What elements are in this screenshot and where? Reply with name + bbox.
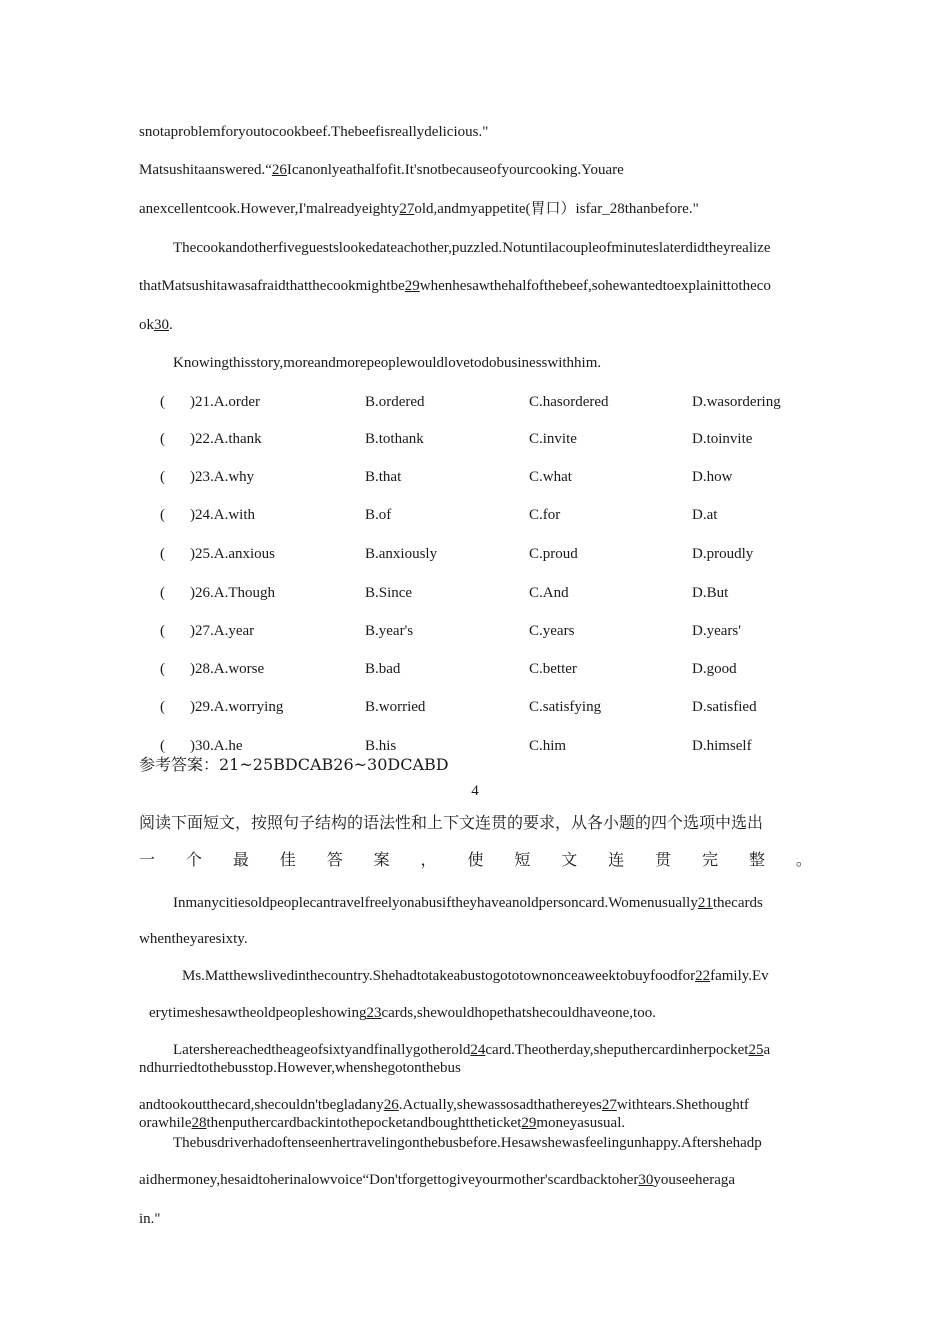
- option-d: D.satisfied: [692, 699, 757, 715]
- text-segment: family.Ev: [710, 968, 769, 984]
- option-c: C.invite: [529, 431, 577, 447]
- option-a: )25.A.anxious: [190, 546, 275, 562]
- option-d: D.wasordering: [692, 394, 781, 410]
- passage2-line-10: [139, 1170, 812, 1190]
- option-c: C.years: [529, 623, 575, 639]
- text-segment: thecards: [712, 895, 763, 911]
- answer-paren: (: [160, 469, 165, 485]
- blank-25: 25: [748, 1042, 764, 1058]
- passage2-line-11: in.": [139, 1211, 161, 1227]
- passage2-line-7: [139, 1095, 812, 1115]
- option-d: D.But: [692, 585, 729, 601]
- passage1-line-7: Knowingthisstory,moreandmorepeoplewouldlovetodobusinesswithhim.: [173, 355, 602, 371]
- option-c: C.proud: [529, 546, 578, 562]
- instruction-char: 佳: [279, 850, 296, 869]
- option-c: C.And: [529, 585, 569, 601]
- option-c: C.better: [529, 661, 577, 677]
- option-b: B.Since: [365, 585, 413, 601]
- option-b: B.anxiously: [365, 546, 438, 562]
- answer-paren: (: [160, 546, 165, 562]
- passage2-line-6: ndhurriedtothebusstop.However,whenshegotonthebus: [139, 1060, 461, 1076]
- passage1-line-6: [139, 315, 812, 335]
- option-b: B.bad: [365, 661, 401, 677]
- option-c: C.him: [529, 738, 567, 754]
- instruction-char: 个: [185, 850, 202, 869]
- blank-27: 27: [601, 1097, 617, 1113]
- instruction-char: 整: [748, 850, 765, 869]
- blank-28: 28: [191, 1115, 207, 1131]
- option-d: D.good: [692, 661, 737, 677]
- answer-key: 参考答案：21~25BDCAB26~30DCABD: [139, 755, 449, 774]
- passage2-line-9: Thebusdriverhadoftenseenhertravelingonthebusbefore.Hesawshewasfeelingunhappy.Aftershehadp: [173, 1135, 762, 1151]
- text-segment: orawhile: [139, 1115, 192, 1131]
- passage2-line-4: [149, 1003, 812, 1023]
- passage2-line-2: whentheyaresixty.: [139, 931, 248, 947]
- option-b: B.worried: [365, 699, 426, 715]
- passage1-line-3: [139, 199, 812, 219]
- option-a: )28.A.worse: [190, 661, 265, 677]
- instruction-char: 。: [795, 850, 812, 869]
- blank-30: 30: [638, 1172, 654, 1188]
- option-a: )29.A.worrying: [190, 699, 284, 715]
- text-segment: youseeheraga: [653, 1172, 736, 1188]
- option-a: )23.A.why: [190, 469, 255, 485]
- instruction-line-1: 阅读下面短文，按照句子结构的语法性和上下文连贯的要求，从各小题的四个选项中选出: [139, 813, 764, 832]
- instruction-char: 答: [326, 850, 343, 869]
- option-d: D.proudly: [692, 546, 754, 562]
- option-d: D.how: [692, 469, 733, 485]
- blank-23: 23: [366, 1005, 382, 1021]
- instruction-char: 短: [514, 850, 531, 869]
- blank-30: 30: [154, 317, 169, 333]
- text-segment: .Actually,shewassosadthathereyes: [398, 1097, 602, 1113]
- text-segment: Matsushitaanswered.“: [139, 162, 272, 178]
- answer-paren: (: [160, 661, 165, 677]
- option-c: C.satisfying: [529, 699, 602, 715]
- instruction-char: ，: [420, 850, 437, 869]
- instruction-char: 使: [467, 850, 484, 869]
- passage1-line-5: [139, 276, 812, 296]
- option-a: )24.A.with: [190, 507, 255, 523]
- text-segment: erytimeshesawtheoldpeopleshowing: [149, 1005, 367, 1021]
- passage2-line-5: [173, 1040, 812, 1060]
- blank-26: 26: [271, 162, 287, 178]
- answer-paren: (: [160, 507, 165, 523]
- text-segment: old,andmyappetite(胃口）isfar_28thanbefore.": [414, 201, 699, 217]
- text-segment: Inmanycitiesoldpeoplecantravelfreelyonabusiftheyhaveanoldpersoncard.Womenusually: [173, 895, 698, 911]
- passage1-line-4: Thecookandotherfiveguestslookedateachother,puzzled.Notuntilacoupleofminuteslaterdidtheyrealize: [173, 240, 771, 256]
- option-d: D.toinvite: [692, 431, 753, 447]
- passage1-line-2: [139, 160, 812, 180]
- option-d: D.years': [692, 623, 741, 639]
- instruction-char: 最: [232, 850, 249, 869]
- passage1-line-1: snotaproblemforyoutocookbeef.Thebeefisreallydelicious.": [139, 124, 489, 140]
- text-segment: anexcellentcook.However,I'malreadyeighty: [139, 201, 400, 217]
- option-b: B.tothank: [365, 431, 424, 447]
- instruction-char: 连: [608, 850, 625, 869]
- text-segment: .: [169, 317, 173, 333]
- text-segment: a: [763, 1042, 771, 1058]
- option-a: )30.A.he: [190, 738, 243, 754]
- text-segment: ok: [139, 317, 154, 333]
- text-segment: card.Theotherday,sheputhercardinherpocket: [485, 1042, 749, 1058]
- option-c: C.for: [529, 507, 561, 523]
- text-segment: Ms.Matthewslivedinthecountry.Shehadtotakeabustogototownonceaweektobuyfoodfor: [182, 968, 696, 984]
- blank-26: 26: [383, 1097, 399, 1113]
- option-d: D.at: [692, 507, 718, 523]
- text-segment: thenputhercardbackintothepocketandboughttheticket: [206, 1115, 522, 1131]
- option-b: B.his: [365, 738, 397, 754]
- option-a: )21.A.order: [190, 394, 260, 410]
- option-a: )22.A.thank: [190, 431, 262, 447]
- option-b: B.of: [365, 507, 392, 523]
- text-segment: cards,shewouldhopethatshecouldhaveone,too.: [381, 1005, 656, 1021]
- answer-paren: (: [160, 394, 165, 410]
- option-b: B.year's: [365, 623, 414, 639]
- answer-paren: (: [160, 699, 165, 715]
- blank-21: 21: [697, 895, 713, 911]
- text-segment: withtears.Shethoughtf: [616, 1097, 749, 1113]
- answer-paren: (: [160, 623, 165, 639]
- option-a: )27.A.year: [190, 623, 255, 639]
- text-segment: thatMatsushitawasafraidthatthecookmightbe: [139, 278, 405, 294]
- instruction-line-2: [139, 850, 812, 870]
- option-c: C.hasordered: [529, 394, 609, 410]
- answer-paren: (: [160, 738, 165, 754]
- text-segment: andtookoutthecard,shecouldn'tbegladany: [139, 1097, 384, 1113]
- option-a: )26.A.Though: [190, 585, 275, 601]
- instruction-char: 案: [373, 850, 390, 869]
- option-d: D.himself: [692, 738, 752, 754]
- option-b: B.ordered: [365, 394, 425, 410]
- blank-29: 29: [404, 278, 420, 294]
- passage2-line-3: [182, 966, 812, 986]
- section-number: 4: [471, 783, 479, 799]
- answer-paren: (: [160, 585, 165, 601]
- passage2-line-1: [173, 893, 812, 913]
- instruction-char: 文: [561, 850, 578, 869]
- blank-27: 27: [399, 201, 415, 217]
- instruction-char: 一: [139, 850, 156, 869]
- instruction-char: 贯: [655, 850, 672, 869]
- text-segment: Icanonlyeathalfofit.It'snotbecauseofyourcooking.Youare: [286, 162, 624, 178]
- answer-paren: (: [160, 431, 165, 447]
- passage2-line-8: [139, 1113, 812, 1133]
- text-segment: moneyasusual.: [536, 1115, 626, 1131]
- option-b: B.that: [365, 469, 402, 485]
- text-segment: whenhesawthehalfofthebeef,sohewantedtoexplainittotheco: [419, 278, 771, 294]
- text-segment: Latershereachedtheageofsixtyandfinallygotherold: [173, 1042, 471, 1058]
- blank-24: 24: [470, 1042, 486, 1058]
- blank-29: 29: [521, 1115, 537, 1131]
- blank-22: 22: [695, 968, 711, 984]
- instruction-char: 完: [702, 850, 719, 869]
- option-c: C.what: [529, 469, 572, 485]
- text-segment: aidhermoney,hesaidtoherinalowvoice“Don'tforgettogiveyourmother'scardbacktoher: [139, 1172, 639, 1188]
